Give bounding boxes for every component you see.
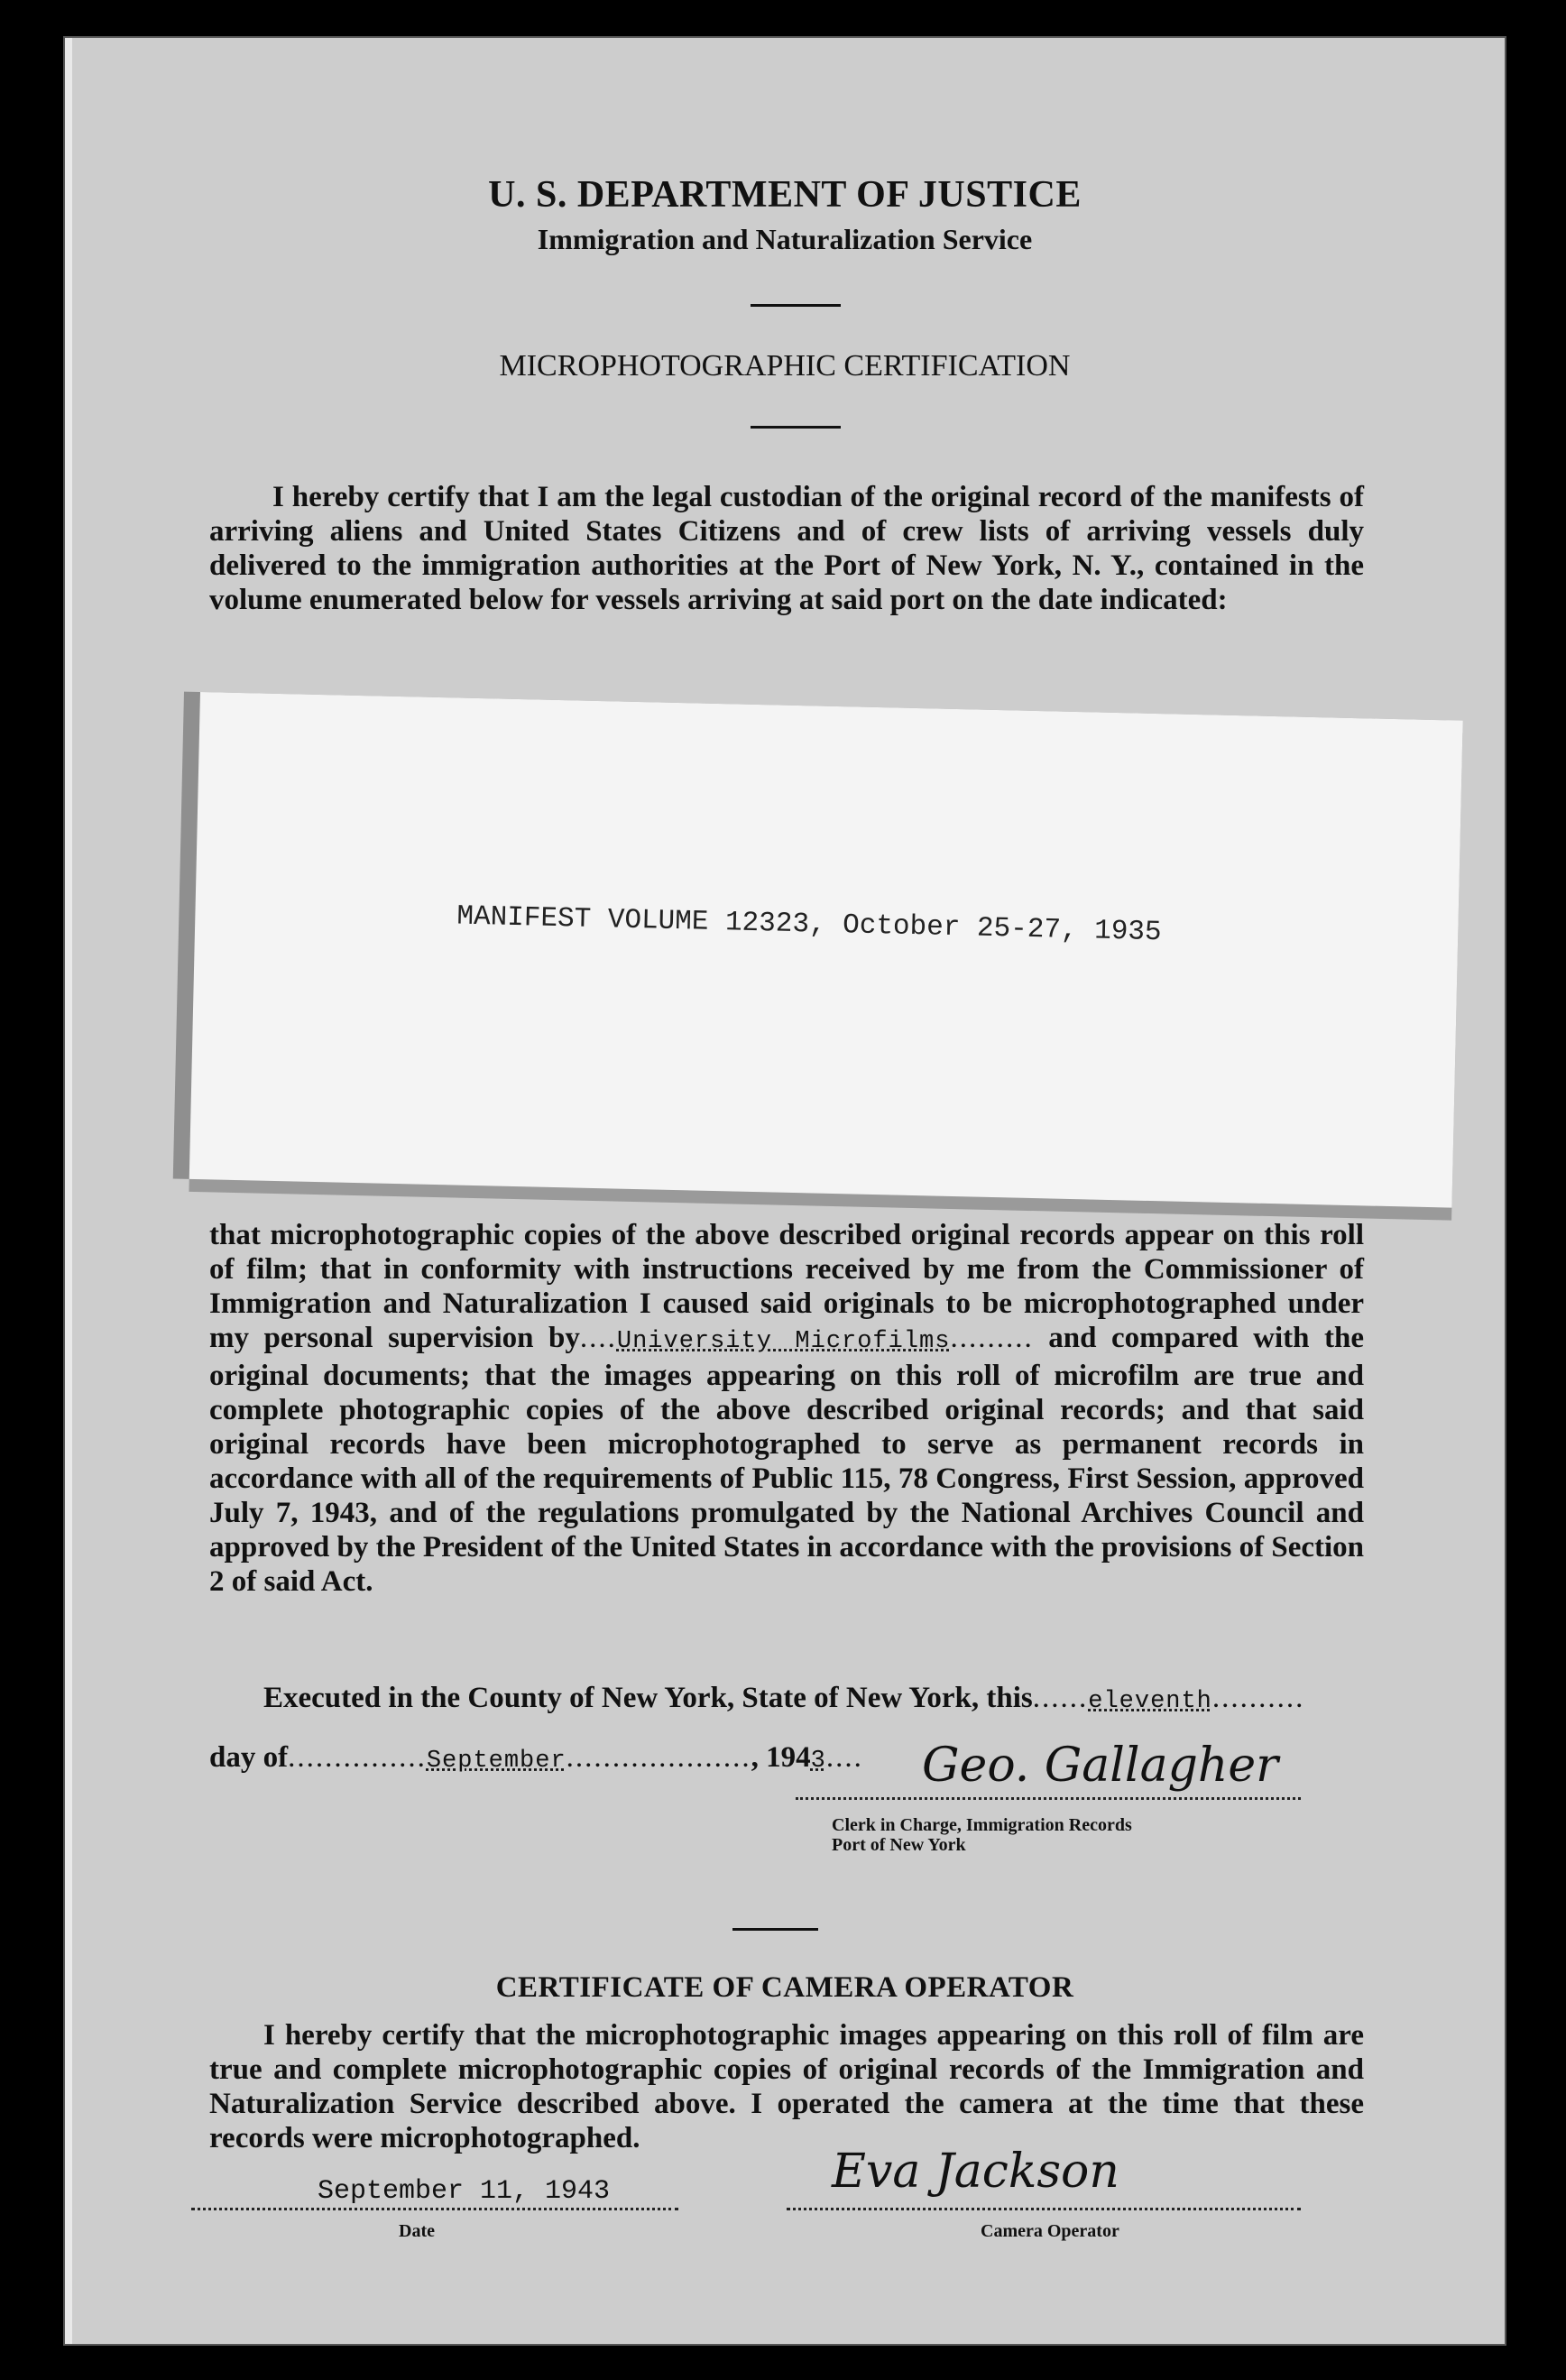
year-digit-field: 3 xyxy=(810,1748,826,1775)
execution-line: Executed in the County of New York, State of New York, this......eleventh.......... xyxy=(263,1682,1305,1715)
month-field: September xyxy=(426,1748,567,1775)
operator-signature: Eva Jackson xyxy=(832,2145,1119,2199)
clerk-title xyxy=(832,1815,1132,1855)
operator-signature-line xyxy=(787,2208,1301,2210)
divider xyxy=(751,426,841,429)
service-heading: Immigration and Naturalization Service xyxy=(537,223,1033,255)
manifest-card xyxy=(189,692,1463,1208)
clerk-signature-line xyxy=(796,1797,1301,1800)
camera-paragraph: I hereby certify that the microphotographic images appearing on this roll of film are true and complete microphotographic copies of original records of the Immigration and Naturalization Service described above. I operated the camera at the time that these records were microphotographed. xyxy=(209,2019,1364,2154)
date-label: Date xyxy=(399,2221,435,2241)
certificate-sheet xyxy=(63,36,1506,2346)
day-of-label: day of xyxy=(209,1741,289,1774)
camera-certificate-title: CERTIFICATE OF CAMERA OPERATOR xyxy=(495,1971,1074,2004)
execution-day-field: eleventh xyxy=(1088,1688,1212,1715)
manifest-volume-text: MANIFEST VOLUME 12323, October 25-27, 1935 xyxy=(456,900,1162,949)
custodian-paragraph: I hereby certify that I am the legal custodian of the original record of the manifests of arriving aliens and United States Citizens and of crew lists of arriving vessels duly delivered to the immigration authorities at the Port of New York, N. Y., contained in the volume enumerated below for vessels arriving at said port on the date indicated: xyxy=(209,481,1364,616)
year-prefix: , 194 xyxy=(751,1741,811,1774)
clerk-signature: Geo. Gallagher xyxy=(922,1739,1278,1793)
execution-prefix: Executed in the County of New York, State of New York, this xyxy=(263,1682,1033,1714)
photographer-field: University Microfilms xyxy=(616,1328,951,1355)
certification-title: MICROPHOTOGRAPHIC CERTIFICATION xyxy=(499,349,1071,383)
agency-heading: U. S. DEPARTMENT OF JUSTICE xyxy=(488,174,1082,216)
date-line: day of...............September...................., 1943.... xyxy=(209,1741,863,1775)
operator-label: Camera Operator xyxy=(981,2221,1119,2241)
clerk-title-line1: Clerk in Charge, Immigration Records xyxy=(832,1815,1132,1835)
clerk-title-line2: Port of New York xyxy=(832,1835,966,1855)
divider xyxy=(751,304,841,307)
divider xyxy=(732,1928,818,1931)
certificate-date-value: September 11, 1943 xyxy=(318,2176,611,2207)
body-text-part1: that microphotographic copies of the above described original records appear on this roll of film; that in conformity with instructions received by me from the Commissioner of Immigration and Naturalization I caused said originals to be microphotographed under my personal supervision by xyxy=(209,1219,1364,1354)
body-text-part2: and compared with the original documents; that the images appearing on this roll of microfilm are true and complete photographic copies of the above described original records; and that said original records have been microphotographed to serve as permanent records in accordance with all of the requirements of Public 115, 78 Congress, First Session, approved July 7, 1943, and of the regulations promulgated by the National Archives Council and approved by the President of the United States in accordance with the provisions of Section 2 of said Act. xyxy=(209,1322,1365,1598)
date-line-field xyxy=(191,2208,678,2210)
certification-body: that microphotographic copies of the above described original records appear on this roll of film; that in conformity with instructions received by me from the Commissioner of Immigration and Naturalization I caused said originals to be microphotographed under my personal supervision by....University Microfilms......... and compared with the original documents; that the images appearing on this roll of microfilm are true and complete photographic copies of the above described original records; and that said original records have been microphotographed to serve as permanent records in accordance with all of the requirements of Public 115, 78 Congress, First Session, approved July 7, 1943, and of the regulations promulgated by the National Archives Council and approved by the President of the United States in accordance with the provisions of Section 2 of said Act. xyxy=(209,1219,1365,1598)
